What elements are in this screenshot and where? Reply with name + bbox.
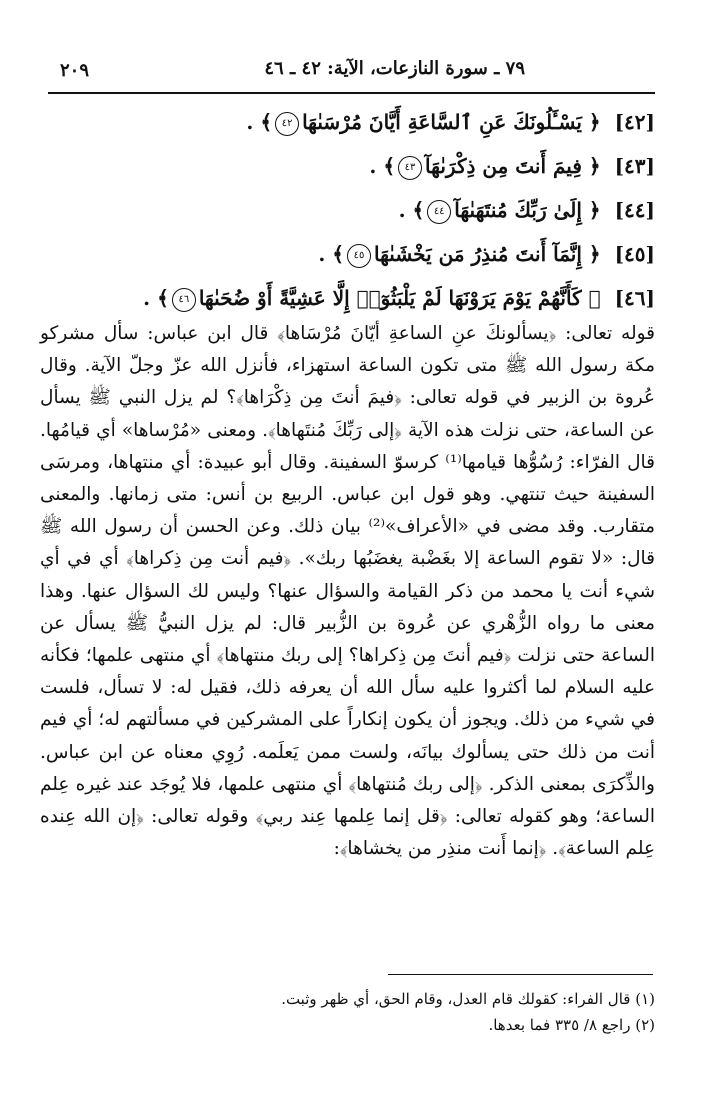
verse-end-marker: ٤٦ [172,288,196,312]
verse-line [40,232,655,276]
verse-list [40,100,655,320]
verse-number: [٤٢] [614,110,655,134]
verse-close: ﴾ . [246,110,273,134]
verse-end-marker: ٤٥ [347,244,371,268]
header-title: ٧٩ ـ سورة النازعات، الآية: ٤٢ ـ ٤٦ [264,58,525,79]
footnote-rule [388,974,653,975]
verse-text: ﴿ إِنَّمَآ أَنتَ مُنذِرُ مَن يَخْشَىٰهَا [373,242,601,266]
verse-text: ﴿ يَسْـَٔلُونَكَ عَنِ ٱلسَّاعَةِ أَيَّانَ مُرْسَىٰهَا [302,110,601,134]
verse-close: ﴾ . [369,154,396,178]
verse-number: [٤٥] [614,242,655,266]
verse-close: ﴾ . [318,242,344,266]
commentary-paragraph: قوله تعالى: ﴿يسألونكَ عنِ الساعةِ أيّانَ مُرْسَاها﴾ قال ابن عباس: سأل مشركو مكة رسول الله ﷺ متى تكون الساعة استهزاء، فأنزل الله عزّ وجلّ الآية. وقال عُروة بن الزبير في قوله تعالى: ﴿فيمَ أنتَ مِن ذِكْرَاها﴾؟ لم يزل النبي ﷺ يسأل عن الساعة، حتى نزلت هذه الآية ﴿إلى رَبِّكَ مُنتَهاها﴾. ومعنى «مُرْساها» أي قيامُها. قال الفرّاء: رُسُوُّها قيامها⁽¹⁾ كرسوّ السفينة. وقال أبو عبيدة: أي منتهاها، ومرسَى السفينة حيث تنتهي. وهو قول ابن عباس. الربيع بن أنس: متى زمانها. والمعنى متقارب. وقد مضى في «الأعراف»⁽²⁾ بيان ذلك. وعن الحسن أن رسول الله ﷺ قال: «لا تقوم الساعة إلا بغَضْبة يغضَبُها ربك». ﴿فيم أنت مِن ذِكراها﴾ أي في أي شيء أنت يا محمد من ذكر القيامة والسؤال عنها؟ وليس لك السؤال عنها. وهذا معنى ما رواه الزُّهْري عن عُروة بن الزُّبير قال: لم يزل النبيُّ ﷺ يسأل عن الساعة حتى نزلت ﴿فيم أنتَ مِن ذِكراها؟ إلى ربك منتهاها﴾ أي منتهى علمها؛ فكأنه عليه السلام لما أكثروا عليه سأل الله أن يعرفه ذلك، فقيل له: لا تسأل، فلست في شيء من ذلك. ويجوز أن يكون إنكاراً على المشركين في مسألتهم له؛ أي فيم أنت من ذلك حتى يسألوك بيانَه، ولست ممن يَعلَمه. رُوِي معناه عن ابن عباس. والذِّكرَى بمعنى الذكر. ﴿إلى ربك مُنتهاها﴾ أي منتهى علمها، فلا يُوجَد عند غيره عِلم الساعة؛ وهو كقوله تعالى: ﴿قل إنما عِلمها عِند ربي﴾ وقوله تعالى: ﴿إن الله عِنده عِلم الساعة﴾. ﴿إنما أَنت منذِر من يخشاها﴾: [40,323,655,860]
verse-text: ﴿ كَأَنَّهُمْ يَوْمَ يَرَوْنَهَا لَمْ يَلْبَثُوٓا۟ إِلَّا عَشِيَّةً أَوْ ضُحَىٰهَا [198,286,601,310]
verse-close: ﴾ . [398,198,425,222]
verse-end-marker: ٤٢ [275,112,299,136]
footnotes [40,986,655,1038]
running-header [48,58,655,92]
verse-end-marker: ٤٤ [427,200,451,224]
verse-end-marker: ٤٣ [398,156,422,180]
verse-number: [٤٣] [614,154,655,178]
commentary-body [40,318,655,865]
verse-line [40,100,655,144]
verse-number: [٤٤] [614,198,655,222]
footnote: (٢) راجع ٨/ ٣٣٥ فما بعدها. [488,1016,655,1034]
verse-close: ﴾ . [143,286,169,310]
verse-number: [٤٦] [614,286,655,310]
verse-line [40,188,655,232]
header-rule [48,92,655,94]
footnote: (١) قال الفراء: كقولك قام العدل، وقام الحق، أي ظهر وثبت. [281,990,655,1008]
verse-text: ﴿ فِيمَ أَنتَ مِن ذِكْرَىٰهَآ [425,154,601,178]
verse-line [40,144,655,188]
verse-text: ﴿ إِلَىٰ رَبِّكَ مُنتَهَىٰهَآ [454,198,601,222]
page-number: ٢٠٩ [60,60,90,81]
verse-line [40,276,655,320]
